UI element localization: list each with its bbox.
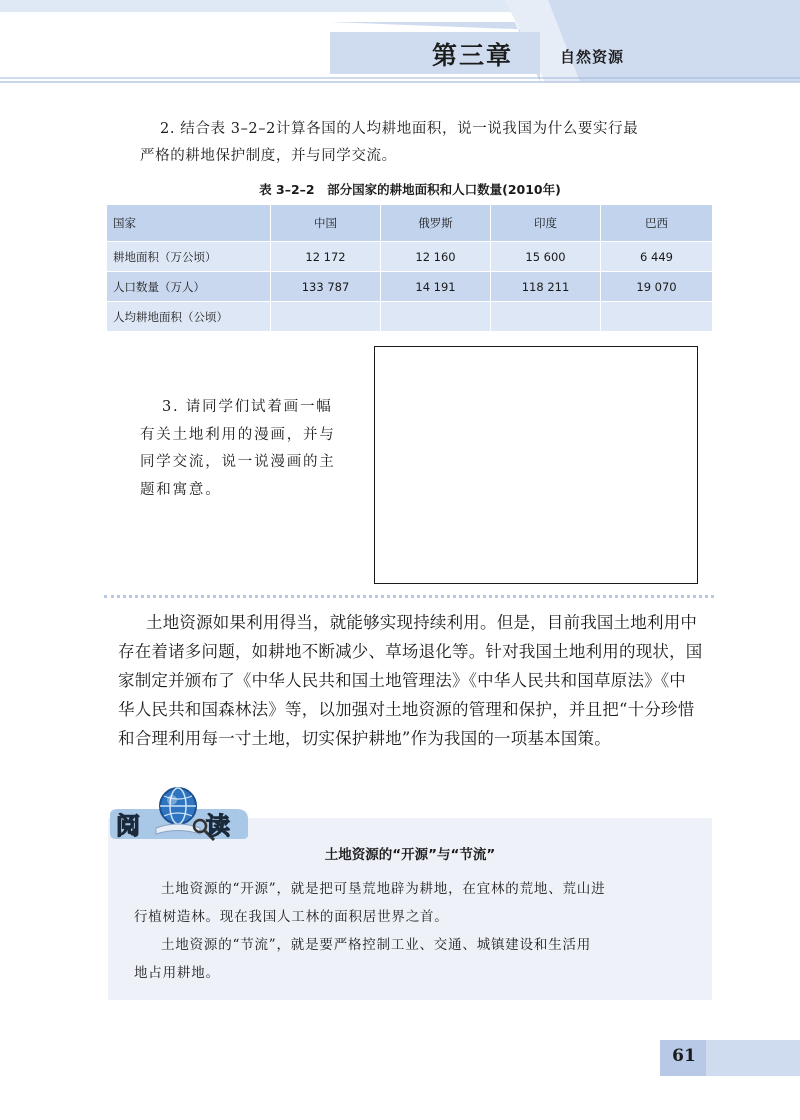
- table-cell-empty: [491, 302, 601, 332]
- table-row: [107, 302, 713, 332]
- question-2: [140, 116, 720, 170]
- chapter-title: 自然资源: [560, 48, 625, 66]
- page-header: [0, 0, 800, 95]
- header-decoration: [0, 0, 800, 95]
- page-number: 61: [672, 1046, 696, 1066]
- paragraph-line: 存在着诸多问题，如耕地不断减少、草场退化等。针对我国土地利用的现状，国: [118, 642, 703, 661]
- question-3: [140, 394, 370, 504]
- table-header-cell: 俄罗斯: [381, 205, 491, 242]
- table-cell-empty: [601, 302, 713, 332]
- reading-line: 土地资源的“开源”，就是把可垦荒地辟为耕地，在宜林的荒地、荒山进: [161, 881, 606, 897]
- reading-title: 土地资源的“开源”与“节流”: [324, 847, 496, 863]
- paragraph-line: 土地资源如果利用得当，就能够实现持续利用。但是，目前我国土地利用中: [146, 613, 698, 632]
- table-row: [107, 272, 713, 302]
- table-header-cell: 国家: [107, 205, 271, 242]
- question-3-line: 同学交流，说一说漫画的主: [140, 454, 336, 470]
- paragraph-line: 华人民共和国森林法》等，以加强对土地资源的管理和保护，并且把“十分珍惜: [118, 700, 695, 719]
- reading-text: [134, 875, 694, 987]
- table-row: [107, 242, 713, 272]
- drawing-area: [374, 346, 698, 584]
- paragraph-line: 家制定并颁布了《中华人民共和国土地管理法》《中华人民共和国草原法》《中: [118, 671, 686, 690]
- table-header-row: [107, 205, 713, 242]
- table-caption: 表 3–2–2 部分国家的耕地面积和人口数量(2010年): [259, 182, 561, 197]
- question-3-line: 有关土地利用的漫画，并与: [140, 426, 336, 443]
- table-cell: 15 600: [491, 242, 601, 272]
- dotted-divider: [104, 595, 714, 598]
- table-cell: 19 070: [601, 272, 713, 302]
- question-3-line: 3. 请同学们试着画一幅: [162, 399, 333, 415]
- table-header-cell: 巴西: [601, 205, 713, 242]
- body-paragraph: [118, 608, 714, 753]
- table-cell: 14 191: [381, 272, 491, 302]
- question-2-line: 2. 结合表 3–2–2计算各国的人均耕地面积，说一说我国为什么要实行最: [160, 121, 639, 137]
- table-cell: 12 160: [381, 242, 491, 272]
- table-cell: 12 172: [271, 242, 381, 272]
- question-3-line: 题和寓意。: [140, 481, 222, 498]
- table-header-cell: 中国: [271, 205, 381, 242]
- table-cell-empty: [271, 302, 381, 332]
- table-cell: 耕地面积（万公顷）: [107, 242, 271, 272]
- table-cell: 人均耕地面积（公顷）: [107, 302, 271, 332]
- farmland-population-table: [106, 204, 713, 332]
- paragraph-line: 和合理利用每一寸土地，切实保护耕地”作为我国的一项基本国策。: [118, 729, 611, 748]
- table-cell: 6 449: [601, 242, 713, 272]
- reading-line: 地占用耕地。: [134, 965, 220, 981]
- table-cell: 118 211: [491, 272, 601, 302]
- reading-label-left: 阅: [116, 812, 140, 840]
- table-cell: 133 787: [271, 272, 381, 302]
- reading-label-right: 读: [206, 812, 230, 840]
- chapter-number: 第三章: [432, 41, 514, 70]
- question-2-line: 严格的耕地保护制度，并与同学交流。: [140, 148, 397, 164]
- table-header-cell: 印度: [491, 205, 601, 242]
- table-cell: 人口数量（万人）: [107, 272, 271, 302]
- table-cell-empty: [381, 302, 491, 332]
- reading-line: 行植树造林。现在我国人工林的面积居世界之首。: [134, 909, 449, 925]
- reading-line: 土地资源的“节流”，就是要严格控制工业、交通、城镇建设和生活用: [161, 937, 592, 953]
